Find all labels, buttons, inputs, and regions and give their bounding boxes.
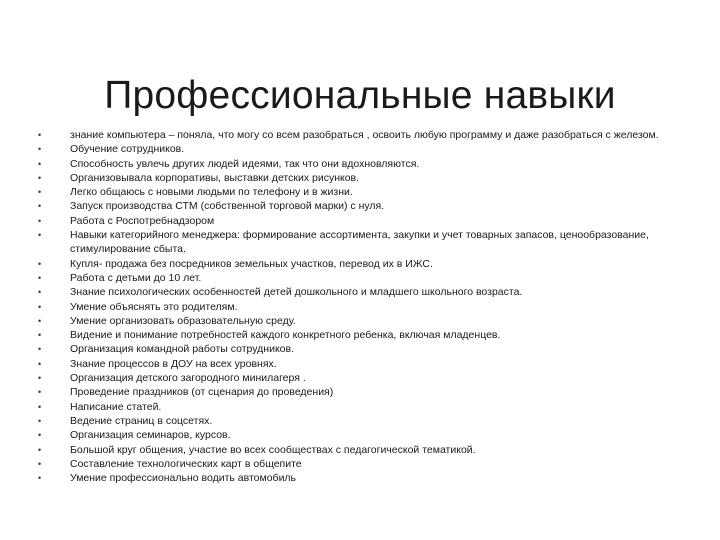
list-item-text: знание компьютера – поняла, что могу со всем разобраться , освоить любую программу и даже разобраться с железом. xyxy=(70,129,659,141)
list-item-text: Организация командной работы сотрудников. xyxy=(70,343,295,356)
bullet-icon: • xyxy=(38,415,42,426)
bullet-icon: • xyxy=(38,344,42,355)
list-item xyxy=(38,128,678,142)
bullet-icon: • xyxy=(38,187,42,198)
list-item xyxy=(38,257,678,271)
list-item-text: Работа с Роспотребнадзором xyxy=(70,214,215,227)
bullet-icon: • xyxy=(38,130,42,140)
bullet-icon: • xyxy=(38,444,42,455)
list-item-text: Умение профессионально водить автомобиль xyxy=(70,472,297,485)
list-item-text: Запуск производства СТМ (собственной торговой марки) с нуля. xyxy=(70,200,385,213)
list-item xyxy=(38,385,678,399)
list-item xyxy=(38,185,678,199)
list-item-text: Проведение праздников (от сценария до проведения) xyxy=(70,386,334,399)
bullet-icon: • xyxy=(38,272,42,283)
bullet-icon: • xyxy=(38,158,42,169)
list-item xyxy=(38,314,678,328)
bullet-icon: • xyxy=(38,373,42,384)
list-item xyxy=(38,414,678,428)
bullet-icon: • xyxy=(38,287,42,298)
list-item xyxy=(38,285,678,299)
list-item xyxy=(38,371,678,385)
list-item xyxy=(38,214,678,228)
list-item xyxy=(38,457,678,471)
list-item-text: Организация семинаров, курсов. xyxy=(70,429,231,442)
list-item-text: Организация детского загородного минилагеря . xyxy=(70,372,306,385)
bullet-icon: • xyxy=(38,301,42,312)
list-item xyxy=(38,142,678,156)
bullet-icon: • xyxy=(38,330,42,341)
bullet-icon: • xyxy=(38,473,42,484)
list-item xyxy=(38,443,678,457)
bullet-icon: • xyxy=(38,230,42,241)
list-item-text: Купля- продажа без посредников земельных участков, перевод их в ИЖС. xyxy=(70,257,433,270)
list-item-text: Большой круг общения, участие во всех сообществах с педагогической тематикой. xyxy=(70,443,476,456)
list-item xyxy=(38,342,678,356)
list-item-text: Легко общаюсь с новыми людьми по телефону и в жизни. xyxy=(70,186,353,199)
list-item-text: Способность увлечь других людей идеями, так что они вдохновляются. xyxy=(70,157,420,170)
list-item-text: Умение объяснять это родителям. xyxy=(70,300,238,313)
list-item-text: Написание статей. xyxy=(70,400,162,413)
list-item-text: Составление технологических карт в общепите xyxy=(70,457,302,470)
bullet-icon: • xyxy=(38,172,42,183)
list-item xyxy=(38,400,678,414)
bullet-icon: • xyxy=(38,430,42,441)
list-item xyxy=(38,228,678,257)
list-item xyxy=(38,157,678,171)
list-item-text: Работа с детьми до 10 лет. xyxy=(70,271,202,284)
list-item-text: Умение организовать образовательную среду. xyxy=(70,314,296,327)
bullet-icon: • xyxy=(38,144,42,155)
list-item xyxy=(38,199,678,213)
bullet-icon: • xyxy=(38,358,42,369)
bullet-icon: • xyxy=(38,258,42,269)
list-item xyxy=(38,271,678,285)
list-item xyxy=(38,357,678,371)
list-item xyxy=(38,328,678,342)
slide-title: Профессиональные навыки xyxy=(104,74,616,118)
list-item xyxy=(38,300,678,314)
bullet-icon: • xyxy=(38,201,42,212)
list-item-text: Знание психологических особенностей детей дошкольного и младшего школьного возраста. xyxy=(70,286,523,299)
list-item-text: Навыки категорийного менеджера: формирование ассортимента, закупки и учет товарных запасов, ценообразование, стимулирование сбыта. xyxy=(70,229,649,256)
list-item xyxy=(38,471,678,485)
list-item-text: Организовывала корпоративы, выставки детских рисунков. xyxy=(70,171,360,184)
list-item xyxy=(38,171,678,185)
bullet-icon: • xyxy=(38,458,42,469)
bullet-icon: • xyxy=(38,387,42,398)
bullet-icon: • xyxy=(38,315,42,326)
list-item-text: Обучение сотрудников. xyxy=(70,143,185,156)
bullet-icon: • xyxy=(38,215,42,226)
skills-list xyxy=(38,128,678,485)
list-item-text: Знание процессов в ДОУ на всех уровнях. xyxy=(70,357,277,370)
list-item-text: Ведение страниц в соцсетях. xyxy=(70,414,213,427)
list-item-text: Видение и понимание потребностей каждого конкретного ребенка, включая младенцев. xyxy=(70,329,501,342)
list-item xyxy=(38,428,678,442)
bullet-icon: • xyxy=(38,401,42,412)
